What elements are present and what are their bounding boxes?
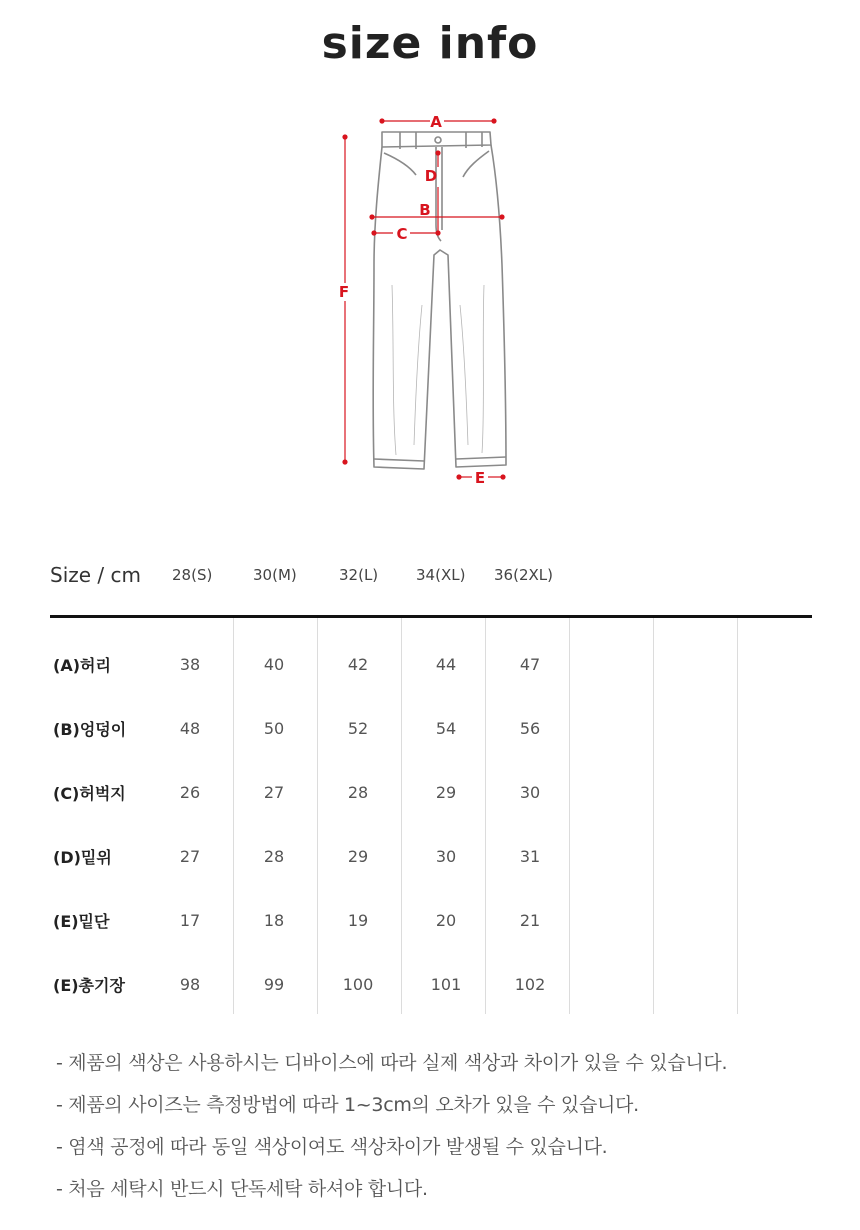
table-cell: 18: [263, 911, 285, 930]
label-f: F: [338, 283, 350, 301]
table-cell: 29: [347, 847, 369, 866]
table-cell: 28: [263, 847, 285, 866]
column-header: 28(S): [172, 566, 213, 584]
label-d: D: [424, 167, 438, 185]
table-cell: 50: [263, 719, 285, 738]
page-title: size info: [321, 18, 539, 69]
label-c: C: [396, 225, 408, 243]
table-cell: 100: [342, 975, 374, 994]
row-label: (E)총기장: [53, 976, 125, 995]
column-header: 30(M): [253, 566, 297, 584]
table-cell: 48: [179, 719, 201, 738]
table-cell: 52: [347, 719, 369, 738]
table-cell: 30: [435, 847, 457, 866]
pants-outline: [373, 132, 506, 469]
row-label: (D)밑위: [53, 848, 112, 867]
notice-item: - 제품의 사이즈는 측정방법에 따라 1~3cm의 오차가 있을 수 있습니다.: [56, 1094, 639, 1116]
notice-item: - 제품의 색상은 사용하시는 디바이스에 따라 실제 색상과 차이가 있을 수 있습니다.: [56, 1052, 728, 1074]
row-label: (A)허리: [53, 656, 111, 675]
table-cell: 29: [435, 783, 457, 802]
table-row: [50, 835, 812, 875]
table-cell: 40: [263, 655, 285, 674]
table-cell: 30: [519, 783, 541, 802]
pants-diagram: [330, 105, 530, 505]
label-b: B: [419, 201, 431, 219]
table-cell: 27: [179, 847, 201, 866]
table-divider: [50, 615, 812, 618]
table-row: [50, 899, 812, 939]
table-cell: 21: [519, 911, 541, 930]
notice-item: - 염색 공정에 따라 동일 색상이여도 색상차이가 발생될 수 있습니다.: [56, 1136, 608, 1158]
table-cell: 99: [263, 975, 285, 994]
table-cell: 28: [347, 783, 369, 802]
column-header: 34(XL): [416, 566, 466, 584]
size-table-header: [50, 563, 812, 598]
table-cell: 26: [179, 783, 201, 802]
table-cell: 31: [519, 847, 541, 866]
row-label: (E)밑단: [53, 912, 110, 931]
row-label: (C)허벅지: [53, 784, 126, 803]
table-cell: 44: [435, 655, 457, 674]
table-cell: 101: [430, 975, 462, 994]
size-unit-label: Size / cm: [50, 563, 141, 587]
notice-list: [56, 1048, 816, 1216]
table-cell: 54: [435, 719, 457, 738]
column-header: 32(L): [339, 566, 379, 584]
table-cell: 19: [347, 911, 369, 930]
table-cell: 42: [347, 655, 369, 674]
table-row: [50, 707, 812, 747]
row-label: (B)엉덩이: [53, 720, 127, 739]
table-cell: 98: [179, 975, 201, 994]
table-cell: 27: [263, 783, 285, 802]
table-cell: 56: [519, 719, 541, 738]
table-row: [50, 771, 812, 811]
column-header: 36(2XL): [494, 566, 553, 584]
table-row: [50, 643, 812, 683]
table-row: [50, 963, 812, 1003]
table-cell: 20: [435, 911, 457, 930]
table-cell: 47: [519, 655, 541, 674]
table-cell: 17: [179, 911, 201, 930]
label-a: A: [430, 113, 442, 131]
notice-item: - 처음 세탁시 반드시 단독세탁 하셔야 합니다.: [56, 1178, 428, 1200]
table-cell: 38: [179, 655, 201, 674]
table-cell: 102: [514, 975, 546, 994]
label-e: E: [474, 469, 486, 487]
